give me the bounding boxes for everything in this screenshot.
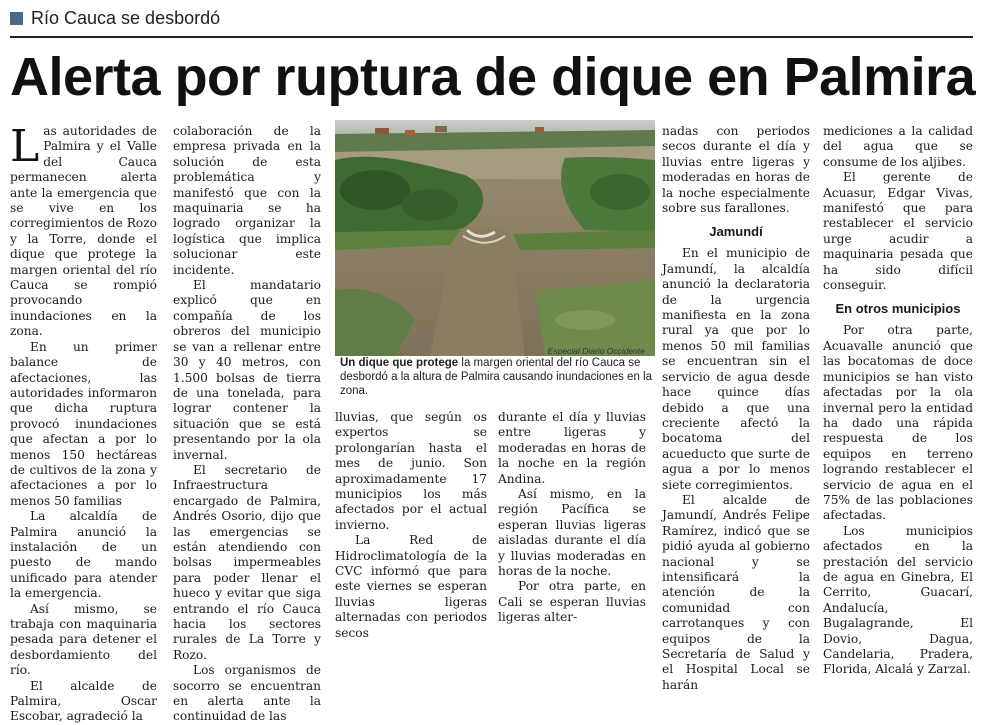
- paragraph: Por otra parte, Acuavalle anunció que las bocatomas de doce municipios se han visto afectadas por la ola invernal pero la entidad ha dado una rápida respuesta de los equipos en terreno logrando restablecer el servicio de agua en el 75% de las poblaciones afectadas.: [823, 323, 973, 523]
- paragraph: nadas con periodos secos durante el día y lluvias entre ligeras y moderadas en horas de la noche especialmente sobre sus farallones.: [662, 124, 810, 216]
- paragraph: El gerente de Acuasur, Edgar Vivas, manifestó que para restablecer el servicio urge acudir a maquinaria pesada que ha sido difícil conseguir.: [823, 170, 973, 293]
- paragraph: El secretario de Infraestructura encargado de Palmira, Andrés Osorio, dijo que las emergencias se están atendiendo con bolsas impermeables para poder llenar el hueco y evitar que siga entrando el río Cauca hacia los sectores rurales de La Torre y Rozo.: [173, 462, 321, 662]
- column-3a: [335, 410, 487, 640]
- paragraph: El mandatario explicó que en compañía de los obreros del municipio se van a rellenar entre 30 y 40 metros, con 1.500 bolsas de tierra de una tonelada, para lograr contener la situación que se está presentando por la ola invernal.: [173, 278, 321, 462]
- section-kicker: [10, 7, 220, 29]
- paragraph: durante el día y lluvias entre ligeras y moderadas en horas de la noche en la región Andina.: [498, 410, 646, 486]
- paragraph: lluvias, que según os expertos se prolongarían hasta el mes de junio. Son aproximadamente 17 municipios los más afectados por el actual invierno.: [335, 410, 487, 532]
- drop-cap: L: [10, 121, 40, 172]
- paragraph: La alcaldía de Palmira anunció la instalación de un puesto de mando unificado para atender la emergencia.: [10, 509, 157, 601]
- headline: Alerta por ruptura de dique en Palmira: [10, 47, 976, 107]
- paragraph: Los organismos de socorro se encuentran en alerta ante la continuidad de las: [173, 663, 321, 724]
- caption-text: la margen oriental del río Cauca se desbordó a la altura de Palmira causando inundaciones en la zona.: [340, 357, 652, 397]
- paragraph: El alcalde de Palmira, Oscar Escobar, agradeció la: [10, 678, 157, 724]
- photo-credit: Especial Diario Occidente: [547, 346, 645, 356]
- paragraph: [10, 121, 157, 340]
- paragraph: La Red de Hidroclimatología de la CVC informó que para este viernes se esperan lluvias ligeras alternadas con periodos secos: [335, 533, 487, 640]
- paragraph: El alcalde de Jamundí, Andrés Felipe Ramírez, indicó que se pidió ayuda al gobierno nacional y se intensificará la atención de la comunidad con carrotanques y con equipos de la Secretaría de Salud y el Hospital Local se harán: [662, 492, 810, 692]
- column-3b: [498, 410, 646, 625]
- paragraph: Así mismo, en la región Pacífica se esperan lluvias ligeras aisladas durante el día y lluvias moderadas en horas de la noche.: [498, 487, 646, 579]
- kicker-square-icon: [10, 12, 23, 25]
- paragraph: En un primer balance de afectaciones, las autoridades informaron que dicha ruptura provocó inundaciones que afectan a por lo menos 150 hectáreas de cultivos de la zona y afectaciones a por lo menos 50 familias: [10, 339, 157, 508]
- news-photo-river-flood: [335, 120, 655, 356]
- column-5: [823, 124, 973, 677]
- column-2: [173, 124, 321, 724]
- flood-photo-illustration: [335, 120, 655, 356]
- column-4: [662, 124, 810, 692]
- photo-caption: [340, 356, 652, 398]
- subhead-jamundi: Jamundí: [709, 224, 763, 240]
- header-rule: [10, 36, 973, 38]
- caption-lead: Un dique que protege: [340, 357, 459, 369]
- subhead-otros-municipios: En otros municipios: [835, 301, 961, 317]
- paragraph-text: as autoridades de Palmira y el Valle del Cauca permanecen alerta ante la emergencia que se vive en los corregimientos de Rozo y la Torre, donde el dique que protege la margen oriental del río Cauca se rompió provocando inundaciones en la zona.: [10, 124, 157, 339]
- paragraph: mediciones a la calidad del agua que se consume de los aljibes.: [823, 124, 973, 169]
- paragraph: En el municipio de Jamundí, la alcaldía anunció la declaratoria de la urgencia manifiesta en la zona rural ya que por lo menos 50 mil familias se encuentran sin el servicio de agua desde hace quince días debido a que una creciente afectó la bocatoma del acueducto que surte de agua a por lo menos siete corregimientos.: [662, 246, 810, 492]
- kicker-text: Río Cauca se desbordó: [31, 7, 221, 28]
- column-1: [10, 121, 157, 724]
- paragraph: Por otra parte, en Cali se esperan lluvias ligeras alter-: [498, 579, 646, 625]
- paragraph: Así mismo, se trabaja con maquinaria pesada para detener el desbordamiento del río.: [10, 601, 157, 678]
- paragraph: Los municipios afectados en la prestación del servicio de agua en Ginebra, El Cerrito, Guacarí, Andalucía, Bugalagrande, El Dovio, Dagua, Candelaria, Pradera, Florida, Alcalá y Zarzal.: [823, 523, 973, 677]
- paragraph: colaboración de la empresa privada en la solución de esta problemática y manifestó que con la maquinaria se ha logrado organizar la logística que implica solucionar este incidente.: [173, 124, 321, 277]
